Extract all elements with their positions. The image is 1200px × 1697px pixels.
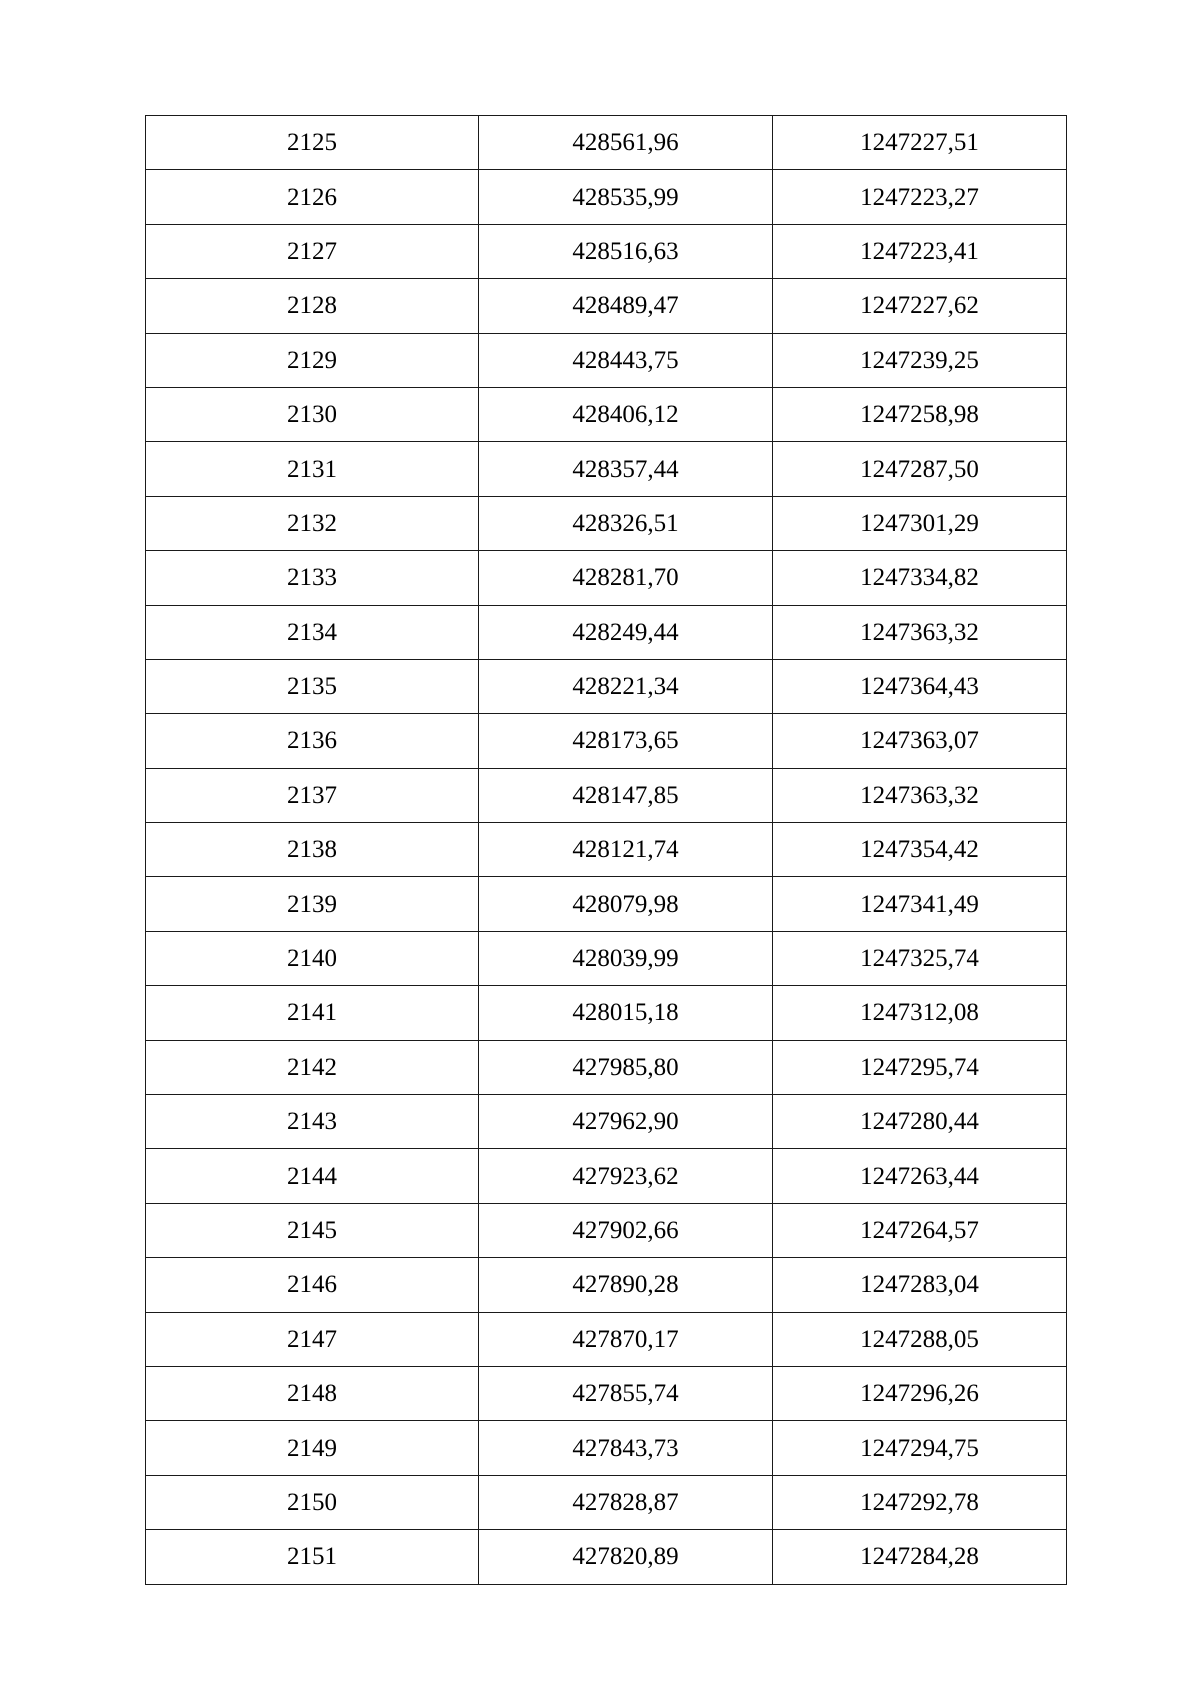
x-coordinate-cell: 428489,47	[479, 279, 773, 333]
table-row	[146, 877, 1067, 931]
table-row	[146, 1530, 1067, 1584]
y-coordinate-cell: 1247227,62	[773, 279, 1067, 333]
y-coordinate-cell: 1247296,26	[773, 1366, 1067, 1420]
x-coordinate-cell: 428173,65	[479, 714, 773, 768]
table-row	[146, 986, 1067, 1040]
x-coordinate-cell: 428443,75	[479, 333, 773, 387]
table-row	[146, 931, 1067, 985]
table-row	[146, 768, 1067, 822]
table-row	[146, 1203, 1067, 1257]
table-row	[146, 170, 1067, 224]
table-row	[146, 1475, 1067, 1529]
y-coordinate-cell: 1247227,51	[773, 116, 1067, 170]
x-coordinate-cell: 427828,87	[479, 1475, 773, 1529]
y-coordinate-cell: 1247363,07	[773, 714, 1067, 768]
point-number-cell: 2148	[146, 1366, 479, 1420]
x-coordinate-cell: 428015,18	[479, 986, 773, 1040]
y-coordinate-cell: 1247239,25	[773, 333, 1067, 387]
point-number-cell: 2149	[146, 1421, 479, 1475]
point-number-cell: 2150	[146, 1475, 479, 1529]
x-coordinate-cell: 427890,28	[479, 1258, 773, 1312]
x-coordinate-cell: 427962,90	[479, 1095, 773, 1149]
point-number-cell: 2125	[146, 116, 479, 170]
y-coordinate-cell: 1247325,74	[773, 931, 1067, 985]
table-row	[146, 387, 1067, 441]
table-row	[146, 551, 1067, 605]
point-number-cell: 2133	[146, 551, 479, 605]
y-coordinate-cell: 1247301,29	[773, 496, 1067, 550]
point-number-cell: 2144	[146, 1149, 479, 1203]
x-coordinate-cell: 427820,89	[479, 1530, 773, 1584]
y-coordinate-cell: 1247364,43	[773, 659, 1067, 713]
point-number-cell: 2146	[146, 1258, 479, 1312]
y-coordinate-cell: 1247258,98	[773, 387, 1067, 441]
table-row	[146, 496, 1067, 550]
y-coordinate-cell: 1247264,57	[773, 1203, 1067, 1257]
point-number-cell: 2130	[146, 387, 479, 441]
point-number-cell: 2151	[146, 1530, 479, 1584]
table-row	[146, 605, 1067, 659]
x-coordinate-cell: 427985,80	[479, 1040, 773, 1094]
point-number-cell: 2131	[146, 442, 479, 496]
table-row	[146, 1312, 1067, 1366]
y-coordinate-cell: 1247363,32	[773, 768, 1067, 822]
y-coordinate-cell: 1247223,27	[773, 170, 1067, 224]
x-coordinate-cell: 427870,17	[479, 1312, 773, 1366]
point-number-cell: 2147	[146, 1312, 479, 1366]
table-row	[146, 279, 1067, 333]
table-row	[146, 1040, 1067, 1094]
point-number-cell: 2128	[146, 279, 479, 333]
x-coordinate-cell: 427843,73	[479, 1421, 773, 1475]
x-coordinate-cell: 428516,63	[479, 224, 773, 278]
y-coordinate-cell: 1247284,28	[773, 1530, 1067, 1584]
x-coordinate-cell: 428079,98	[479, 877, 773, 931]
y-coordinate-cell: 1247334,82	[773, 551, 1067, 605]
coordinates-table	[145, 115, 1067, 1585]
table-row	[146, 1095, 1067, 1149]
point-number-cell: 2139	[146, 877, 479, 931]
table-row	[146, 1149, 1067, 1203]
table-row	[146, 442, 1067, 496]
x-coordinate-cell: 428406,12	[479, 387, 773, 441]
x-coordinate-cell: 428535,99	[479, 170, 773, 224]
table-row	[146, 1421, 1067, 1475]
point-number-cell: 2145	[146, 1203, 479, 1257]
x-coordinate-cell: 427923,62	[479, 1149, 773, 1203]
table-row	[146, 823, 1067, 877]
table-row	[146, 659, 1067, 713]
point-number-cell: 2136	[146, 714, 479, 768]
x-coordinate-cell: 427902,66	[479, 1203, 773, 1257]
table-row	[146, 1366, 1067, 1420]
x-coordinate-cell: 427855,74	[479, 1366, 773, 1420]
x-coordinate-cell: 428221,34	[479, 659, 773, 713]
y-coordinate-cell: 1247263,44	[773, 1149, 1067, 1203]
point-number-cell: 2135	[146, 659, 479, 713]
y-coordinate-cell: 1247292,78	[773, 1475, 1067, 1529]
point-number-cell: 2129	[146, 333, 479, 387]
y-coordinate-cell: 1247341,49	[773, 877, 1067, 931]
point-number-cell: 2127	[146, 224, 479, 278]
coordinates-table-body	[146, 116, 1067, 1585]
point-number-cell: 2142	[146, 1040, 479, 1094]
point-number-cell: 2141	[146, 986, 479, 1040]
x-coordinate-cell: 428326,51	[479, 496, 773, 550]
table-row	[146, 714, 1067, 768]
table-row	[146, 224, 1067, 278]
x-coordinate-cell: 428147,85	[479, 768, 773, 822]
table-row	[146, 116, 1067, 170]
point-number-cell: 2137	[146, 768, 479, 822]
y-coordinate-cell: 1247294,75	[773, 1421, 1067, 1475]
x-coordinate-cell: 428039,99	[479, 931, 773, 985]
table-row	[146, 1258, 1067, 1312]
y-coordinate-cell: 1247288,05	[773, 1312, 1067, 1366]
y-coordinate-cell: 1247283,04	[773, 1258, 1067, 1312]
x-coordinate-cell: 428121,74	[479, 823, 773, 877]
point-number-cell: 2143	[146, 1095, 479, 1149]
y-coordinate-cell: 1247312,08	[773, 986, 1067, 1040]
point-number-cell: 2140	[146, 931, 479, 985]
y-coordinate-cell: 1247354,42	[773, 823, 1067, 877]
y-coordinate-cell: 1247363,32	[773, 605, 1067, 659]
y-coordinate-cell: 1247295,74	[773, 1040, 1067, 1094]
point-number-cell: 2126	[146, 170, 479, 224]
y-coordinate-cell: 1247287,50	[773, 442, 1067, 496]
point-number-cell: 2134	[146, 605, 479, 659]
point-number-cell: 2138	[146, 823, 479, 877]
x-coordinate-cell: 428357,44	[479, 442, 773, 496]
point-number-cell: 2132	[146, 496, 479, 550]
y-coordinate-cell: 1247280,44	[773, 1095, 1067, 1149]
table-row	[146, 333, 1067, 387]
x-coordinate-cell: 428281,70	[479, 551, 773, 605]
x-coordinate-cell: 428249,44	[479, 605, 773, 659]
x-coordinate-cell: 428561,96	[479, 116, 773, 170]
y-coordinate-cell: 1247223,41	[773, 224, 1067, 278]
